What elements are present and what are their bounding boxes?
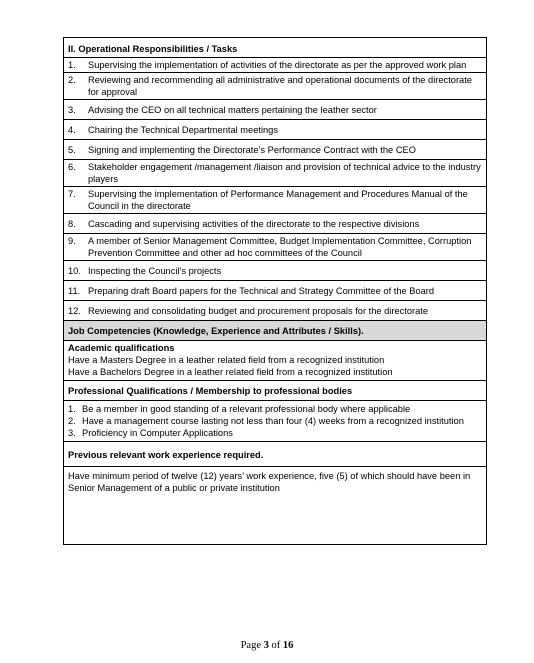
competencies-header: Job Competencies (Knowledge, Experience and Attributes / Skills). (64, 321, 487, 341)
task-text: Signing and implementing the Directorate’s Performance Contract with the CEO (88, 145, 416, 155)
task-row (64, 58, 487, 73)
task-text: A member of Senior Management Committee, Budget Implementation Committee, Corruption Prevention Committee and other ad hoc committees of the Council (88, 236, 472, 258)
task-number: 2. (68, 75, 76, 85)
task-row (64, 261, 487, 281)
experience-title: Previous relevant work experience required. (64, 442, 487, 467)
list-item: 3. Proficiency in Computer Applications (68, 428, 233, 438)
task-text: Inspecting the Council’s projects (88, 266, 222, 276)
task-number: 4. (68, 125, 76, 135)
professional-list (64, 401, 487, 442)
task-row (64, 120, 487, 140)
page-footer: Page 3 of 16 (240, 640, 294, 651)
professional-title: Professional Qualifications / Membership to professional bodies (64, 381, 487, 401)
current-page: 3 (263, 640, 269, 651)
task-number: 1. (68, 60, 76, 70)
task-text: Reviewing and consolidating budget and procurement proposals for the directorate (88, 306, 429, 316)
task-text: Chairing the Technical Departmental meetings (88, 125, 279, 135)
task-number: 10. (68, 266, 81, 276)
task-row (64, 160, 487, 187)
task-text: Supervising the implementation of Performance Management and Procedures Manual of the Council in the directorate (88, 189, 468, 211)
task-number: 9. (68, 236, 76, 246)
task-number: 5. (68, 145, 76, 155)
task-number: 6. (68, 162, 76, 172)
task-text: Cascading and supervising activities of the directorate to the respective divisions (88, 219, 420, 229)
academic-title: Academic qualifications (68, 343, 175, 353)
task-number: 3. (68, 105, 76, 115)
experience-text: Have minimum period of twelve (12) years’ work experience, five (5) of which should have been in Senior Management of a public or private institution (64, 467, 487, 545)
task-number: 11. (68, 286, 81, 296)
task-row (64, 281, 487, 301)
task-number: 7. (68, 189, 76, 199)
job-description-table (63, 37, 487, 545)
task-number: 12. (68, 306, 81, 316)
task-row (64, 301, 487, 321)
task-text: Advising the CEO on all technical matters pertaining the leather sector (88, 105, 377, 115)
task-text: Preparing draft Board papers for the Technical and Strategy Committee of the Board (88, 286, 435, 296)
task-number: 8. (68, 219, 76, 229)
academic-line: Have a Masters Degree in a leather related field from a recognized institution (68, 355, 385, 365)
task-row (64, 73, 487, 100)
list-item: 1. Be a member in good standing of a relevant professional body where applicable (68, 404, 411, 414)
task-row (64, 234, 487, 261)
task-text: Supervising the implementation of activities of the directorate as per the approved work plan (88, 60, 467, 70)
task-row (64, 214, 487, 234)
section-title: II. Operational Responsibilities / Tasks (64, 38, 487, 58)
total-pages: 16 (282, 640, 294, 651)
task-row (64, 140, 487, 160)
task-text: Reviewing and recommending all administrative and operational documents of the directorate for approval (88, 75, 472, 97)
academic-qualifications (64, 341, 487, 381)
task-row (64, 187, 487, 214)
list-item: 2. Have a management course lasting not less than four (4) weeks from a recognized institution (68, 416, 464, 426)
academic-line: Have a Bachelors Degree in a leather related field from a recognized institution (68, 367, 393, 377)
task-row (64, 100, 487, 120)
task-text: Stakeholder engagement /management /liaison and provision of technical advice to the industry players (88, 162, 481, 184)
